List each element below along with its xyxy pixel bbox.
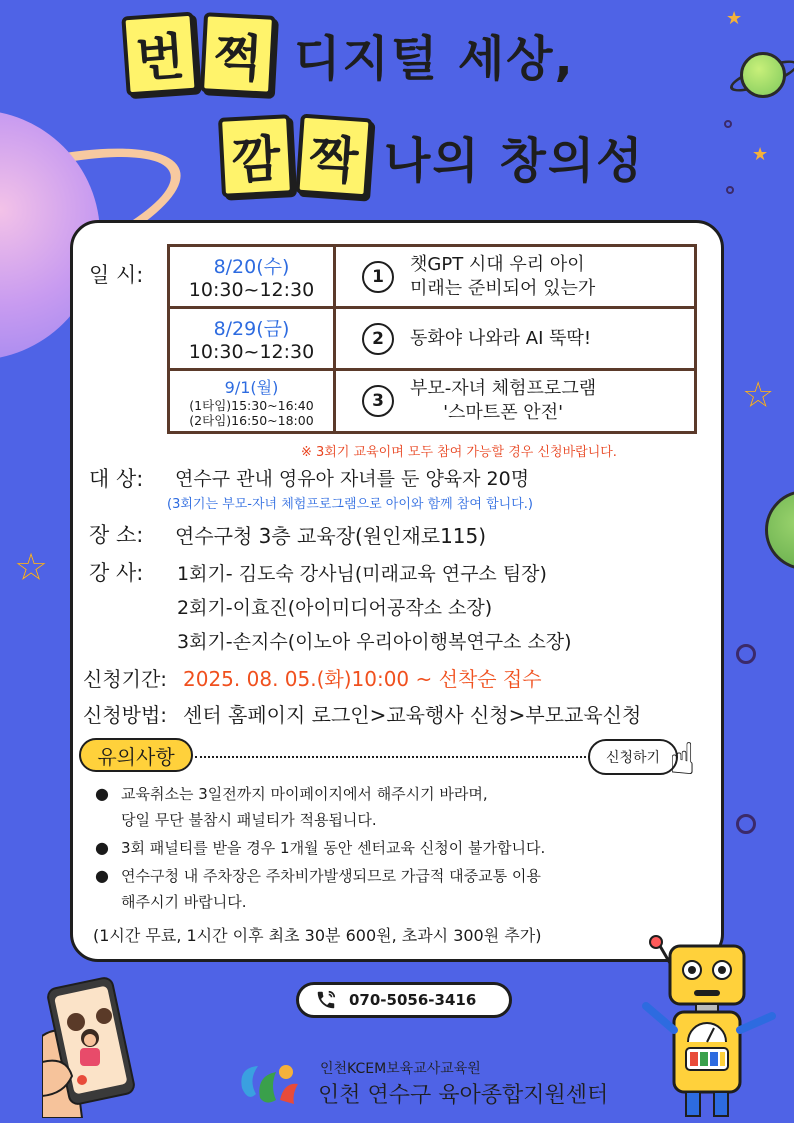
session-topic: 동화야 나와라 AI 뚝딱! <box>410 327 592 349</box>
org-subtitle: 인천KCEM보육교사교육원 <box>320 1061 481 1077</box>
session-topic <box>410 253 595 301</box>
schedule-date-cell <box>170 371 336 431</box>
pointing-hand-icon: ☝ <box>669 734 696 785</box>
green-planet-decoration-2 <box>765 490 794 570</box>
session-number: 2 <box>362 323 394 355</box>
schedule-note: ※ 3회기 교육이며 모두 참여 가능할 경우 신청바랍니다. <box>301 445 617 460</box>
topic-line: 부모-자녀 체험프로그램 <box>410 378 597 399</box>
topic-line: 미래는 준비되어 있는가 <box>410 277 596 299</box>
title-line-1 <box>124 14 575 94</box>
session-date: 9/1(월) <box>224 377 279 397</box>
circle-decoration <box>736 814 756 834</box>
method-value: 센터 홈페이지 로그인>교육행사 신청>부모교육신청 <box>183 703 642 727</box>
contact-phone-bar[interactable] <box>296 982 512 1018</box>
place-label: 장 소: <box>89 523 144 547</box>
session-date: 8/29(금) <box>213 318 290 340</box>
title-tile: 깜 <box>218 114 294 198</box>
title-tile: 쩍 <box>200 12 276 96</box>
list-item <box>95 781 695 833</box>
bullet-icon: ● <box>95 784 109 803</box>
session-time: 10:30~12:30 <box>188 279 315 301</box>
title-text-2: 나의 창의성 <box>384 132 645 189</box>
instructor-item: 2회기-이효진(아이미디어공작소 소장) <box>177 597 493 619</box>
schedule-table <box>167 244 697 434</box>
org-name: 인천 연수구 육아종합지원센터 <box>318 1083 609 1108</box>
title-line-2 <box>220 116 645 196</box>
topic-line: 챗GPT 시대 우리 아이 <box>410 253 585 275</box>
parking-fee-note: (1시간 무료, 1시간 이후 최초 30분 600원, 초과시 300원 추가) <box>93 926 542 945</box>
caution-text: 교육취소는 3일전까지 마이페이지에서 해주시기 바라며, 당일 무단 불참시 패널티가 적용됩니다. <box>121 785 488 829</box>
green-planet-decoration <box>740 52 786 98</box>
session-time: 10:30~12:30 <box>188 341 315 363</box>
schedule-row <box>170 371 694 431</box>
instructor-item: 3회기-손지수(이노아 우리아이행복연구소 소장) <box>177 631 572 653</box>
caution-text: 3회 패널티를 받을 경우 1개월 동안 센터교육 신청이 불가합니다. <box>121 839 546 857</box>
info-panel <box>70 220 724 962</box>
star-icon: ★ <box>726 8 743 29</box>
phone-number: 070-5056-3416 <box>349 991 477 1009</box>
phone-family-illustration <box>42 976 136 1118</box>
list-item <box>95 863 695 915</box>
method-label: 신청방법: <box>83 703 168 727</box>
dot-decoration <box>724 120 732 128</box>
target-value: 연수구 관내 영유아 자녀를 둔 양육자 20명 <box>175 468 530 490</box>
session-date: 8/20(수) <box>213 256 290 278</box>
session-topic <box>410 377 596 425</box>
schedule-topic-cell <box>336 309 694 368</box>
target-note: (3회기는 부모-자녀 체험프로그램으로 아이와 함께 참여 합니다.) <box>167 497 533 512</box>
period-label: 신청기간: <box>83 667 168 691</box>
title-text-1: 디지털 세상, <box>294 30 575 87</box>
period-value: 2025. 08. 05.(화)10:00 ~ 선착순 접수 <box>183 667 542 691</box>
schedule-topic-cell <box>336 247 694 306</box>
list-item <box>95 835 695 861</box>
circle-decoration <box>736 644 756 664</box>
schedule-row <box>170 309 694 371</box>
session-number: 3 <box>362 385 394 417</box>
schedule-date-cell <box>170 247 336 306</box>
title-tile: 짝 <box>295 114 372 199</box>
schedule-row <box>170 247 694 309</box>
topic-line: '스마트폰 안전' <box>443 402 564 423</box>
session-time: (1타임)15:30~16:40 <box>189 397 314 413</box>
center-logo <box>234 1058 304 1108</box>
instructor-label: 강 사: <box>89 561 144 585</box>
caution-text: 연수구청 내 주차장은 주차비가발생되므로 가급적 대중교통 이용 해주시기 바랍니다. <box>121 867 541 911</box>
star-icon: ★ <box>752 144 769 165</box>
apply-button[interactable]: 신청하기 <box>588 739 678 775</box>
instructor-item: 1회기- 김도숙 강사님(미래교육 연구소 팀장) <box>177 563 547 585</box>
dot-decoration <box>726 186 734 194</box>
schedule-date-cell <box>170 309 336 368</box>
caution-badge: 유의사항 <box>79 738 193 772</box>
robot-mascot-illustration <box>634 930 784 1120</box>
session-time: (2타임)16:50~18:00 <box>189 412 314 428</box>
schedule-label: 일 시: <box>89 263 144 287</box>
phone-icon <box>315 989 337 1011</box>
title-tile: 번 <box>121 12 198 97</box>
place-value: 연수구청 3층 교육장(원인재로115) <box>175 524 487 548</box>
dotted-divider <box>195 756 590 758</box>
session-number: 1 <box>362 261 394 293</box>
star-icon: ☆ <box>742 375 775 416</box>
schedule-topic-cell <box>336 371 694 431</box>
bullet-icon: ● <box>95 838 109 857</box>
caution-list <box>95 781 695 915</box>
bullet-icon: ● <box>95 866 109 885</box>
star-icon: ☆ <box>14 545 49 589</box>
target-label: 대 상: <box>89 467 144 491</box>
